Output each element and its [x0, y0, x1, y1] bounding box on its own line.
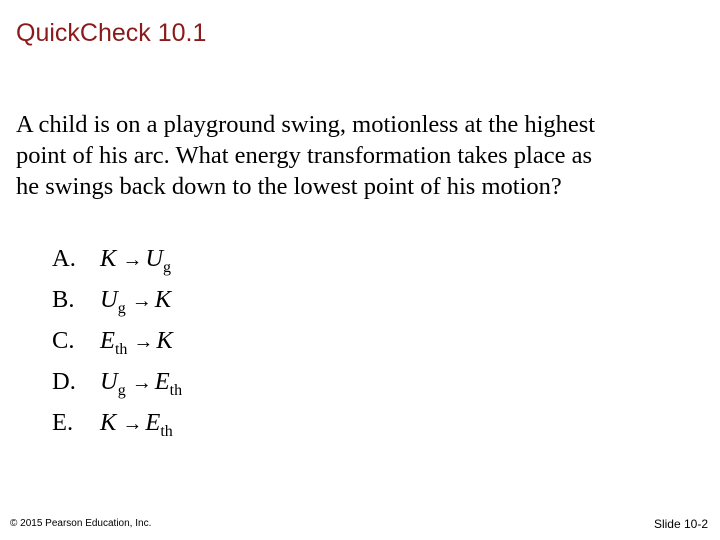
from-variable: K — [100, 409, 117, 436]
answer-choices — [52, 243, 182, 448]
to-subscript: g — [163, 259, 172, 276]
to-subscript: th — [169, 382, 183, 399]
from-variable: U — [100, 368, 118, 395]
arrow-icon: → — [133, 331, 154, 353]
choice-letter: B. — [52, 286, 75, 313]
choice-expression — [100, 284, 171, 325]
question-line: he swings back down to the lowest point of his motion? — [16, 173, 562, 200]
arrow-icon: → — [131, 290, 152, 312]
choice-letter: C. — [52, 327, 75, 354]
choice-letter: A. — [52, 245, 76, 272]
to-variable: U — [145, 245, 164, 272]
choice-c[interactable] — [52, 325, 182, 366]
choice-a[interactable] — [52, 243, 182, 284]
from-subscript: g — [117, 300, 126, 317]
to-variable: E — [145, 409, 161, 436]
choice-expression — [100, 366, 182, 407]
choice-d[interactable] — [52, 366, 182, 407]
from-subscript: g — [117, 382, 126, 399]
arrow-icon: → — [131, 372, 152, 394]
choice-expression — [100, 243, 171, 284]
choice-letter: D. — [52, 368, 76, 395]
choice-letter: E. — [52, 409, 74, 436]
choice-e[interactable] — [52, 407, 182, 448]
to-variable: E — [154, 368, 170, 395]
from-subscript: th — [114, 341, 128, 358]
arrow-icon: → — [122, 249, 143, 271]
choice-expression — [100, 325, 173, 366]
question-line: A child is on a playground swing, motionless at the highest — [16, 111, 596, 138]
to-variable: K — [156, 327, 173, 354]
from-variable: E — [100, 327, 115, 354]
question-line: point of his arc. What energy transformation takes place as — [16, 142, 593, 169]
choice-b[interactable] — [52, 284, 182, 325]
from-variable: U — [100, 286, 118, 313]
to-variable: K — [154, 286, 172, 313]
from-variable: K — [100, 245, 117, 272]
slide-title: QuickCheck 10.1 — [16, 19, 207, 47]
slide-number: Slide 10-2 — [653, 517, 708, 531]
to-subscript: th — [160, 423, 173, 440]
arrow-icon: → — [122, 413, 143, 435]
question-text — [16, 109, 706, 202]
copyright-notice: © 2015 Pearson Education, Inc. — [10, 518, 152, 529]
choice-expression — [100, 407, 173, 448]
